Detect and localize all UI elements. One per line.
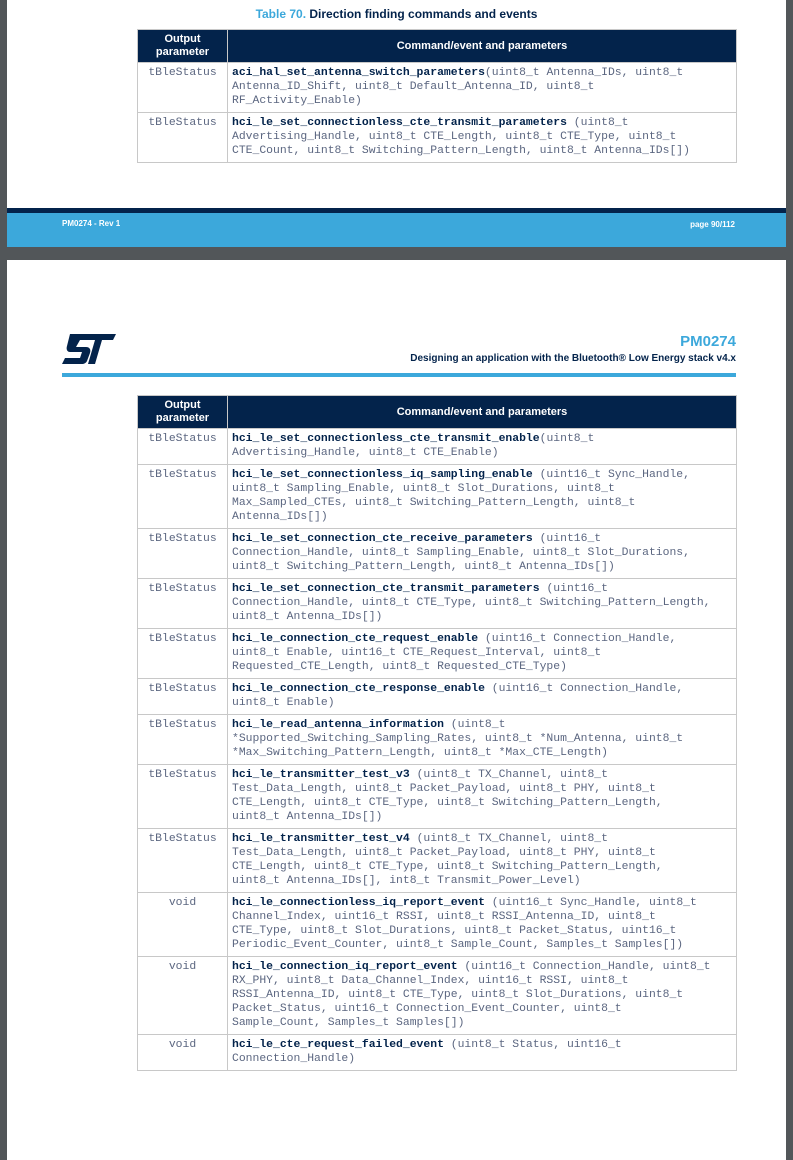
command-parameters: Periodic_Event_Counter, uint8_t Sample_Count, Samples_t Samples[])	[232, 939, 684, 951]
command-name: hci_le_set_connectionless_cte_transmit_parameters	[232, 117, 567, 129]
command-parameters: (uint8_t Status, uint16_t	[443, 1039, 622, 1051]
command-name: hci_le_set_connectionless_iq_sampling_enable	[232, 469, 533, 481]
command-parameters: (uint16_t	[539, 583, 608, 595]
command-parameters: (uint16_t Sync_Handle, uint8_t	[484, 897, 697, 909]
output-parameter: tBleStatus	[138, 465, 228, 529]
table-row	[138, 629, 737, 679]
command-parameters: (uint16_t Sync_Handle,	[532, 469, 690, 481]
command-parameters: Antenna_ID_Shift, uint8_t Default_Antenna_ID, uint8_t	[232, 81, 595, 93]
command-parameters: *Supported_Switching_Sampling_Rates, uint8_t *Num_Antenna, uint8_t	[232, 733, 684, 745]
command-cell	[228, 579, 737, 629]
table-row	[138, 829, 737, 893]
command-cell	[228, 957, 737, 1035]
page-footer	[7, 213, 786, 247]
command-parameters: Max_Sampled_CTEs, uint8_t Switching_Pattern_Length, uint8_t	[232, 497, 636, 509]
command-parameters: Requested_CTE_Length, uint8_t Requested_CTE_Type)	[232, 661, 567, 673]
command-parameters: Channel_Index, uint16_t RSSI, uint8_t RSSI_Antenna_ID, uint8_t	[232, 911, 656, 923]
header-command: Command/event and parameters	[228, 396, 737, 429]
header-rule	[62, 373, 736, 377]
command-parameters: uint8_t Sampling_Enable, uint8_t Slot_Durations, uint8_t	[232, 483, 615, 495]
command-parameters: Connection_Handle, uint8_t Sampling_Enable, uint8_t Slot_Durations,	[232, 547, 690, 559]
command-parameters: Antenna_IDs[])	[232, 511, 328, 523]
table-row	[138, 715, 737, 765]
command-cell	[228, 429, 737, 465]
table-caption: Table 70. Direction finding commands and events	[255, 7, 538, 21]
command-parameters: uint8_t Antenna_IDs[])	[232, 811, 383, 823]
output-parameter: tBleStatus	[138, 765, 228, 829]
header-command: Command/event and parameters	[228, 30, 737, 63]
command-parameters: uint8_t Enable, uint16_t CTE_Request_Interval, uint8_t	[232, 647, 602, 659]
command-name: hci_le_transmitter_test_v3	[232, 769, 410, 781]
command-parameters: (uint8_t TX_Channel, uint8_t	[409, 769, 608, 781]
table-row	[138, 529, 737, 579]
command-parameters: (uint8_t TX_Channel, uint8_t	[409, 833, 608, 845]
output-parameter: tBleStatus	[138, 715, 228, 765]
command-parameters: (uint16_t Connection_Handle, uint8_t	[457, 961, 711, 973]
output-parameter: void	[138, 893, 228, 957]
command-parameters: Sample_Count, Samples_t Samples[])	[232, 1017, 465, 1029]
command-parameters: Packet_Status, uint16_t Connection_Event_Counter, uint8_t	[232, 1003, 622, 1015]
command-parameters: *Max_Switching_Pattern_Length, uint8_t *Max_CTE_Length)	[232, 747, 608, 759]
table-row	[138, 579, 737, 629]
command-name: hci_le_read_antenna_information	[232, 719, 444, 731]
table-row	[138, 113, 737, 163]
pdf-page-91	[7, 260, 786, 1160]
commands-table-part2	[137, 395, 737, 1071]
pdf-page-90	[7, 0, 786, 247]
command-parameters: CTE_Type, uint8_t Slot_Durations, uint8_t Packet_Status, uint16_t	[232, 925, 677, 937]
table-row	[138, 1035, 737, 1071]
command-name: hci_le_set_connectionless_cte_transmit_enable	[232, 433, 540, 445]
command-name: hci_le_set_connection_cte_transmit_parameters	[232, 583, 540, 595]
command-parameters: (uint8_t	[566, 117, 629, 129]
command-name: hci_le_connection_cte_response_enable	[232, 683, 485, 695]
output-parameter: tBleStatus	[138, 63, 228, 113]
command-parameters: Advertising_Handle, uint8_t CTE_Length, uint8_t CTE_Type, uint8_t	[232, 131, 677, 143]
table-row	[138, 765, 737, 829]
table-row	[138, 63, 737, 113]
command-cell	[228, 529, 737, 579]
output-parameter: void	[138, 1035, 228, 1071]
document-id: PM0274	[680, 333, 736, 350]
command-parameters: CTE_Length, uint8_t CTE_Type, uint8_t Switching_Pattern_Length,	[232, 797, 663, 809]
header-output-parameter: Output parameter	[138, 30, 228, 63]
output-parameter: void	[138, 957, 228, 1035]
command-parameters: CTE_Length, uint8_t CTE_Type, uint8_t Switching_Pattern_Length,	[232, 861, 663, 873]
command-cell	[228, 113, 737, 163]
command-parameters: (uint16_t	[532, 533, 602, 545]
table-row	[138, 429, 737, 465]
command-parameters: Advertising_Handle, uint8_t CTE_Enable)	[232, 447, 499, 459]
command-parameters: uint8_t Antenna_IDs[], int8_t Transmit_Power_Level)	[232, 875, 581, 887]
command-parameters: Test_Data_Length, uint8_t Packet_Payload, uint8_t PHY, uint8_t	[232, 847, 656, 859]
command-parameters: RF_Activity_Enable)	[232, 95, 362, 107]
command-parameters: uint8_t Antenna_IDs[])	[232, 611, 383, 623]
header-output-parameter: Output parameter	[138, 396, 228, 429]
command-cell	[228, 679, 737, 715]
output-parameter: tBleStatus	[138, 529, 228, 579]
command-parameters: RX_PHY, uint8_t Data_Channel_Index, uint16_t RSSI, uint8_t	[232, 975, 629, 987]
footer-page-number: page 90/112	[690, 220, 735, 229]
command-name: hci_le_connectionless_iq_report_event	[232, 897, 485, 909]
command-parameters: (uint8_t Antenna_IDs, uint8_t	[484, 67, 684, 79]
command-name: hci_le_cte_request_failed_event	[232, 1039, 444, 1051]
command-name: aci_hal_set_antenna_switch_parameters	[232, 67, 485, 79]
commands-table-part1	[137, 29, 737, 163]
command-name: hci_le_transmitter_test_v4	[232, 833, 410, 845]
command-name: hci_le_set_connection_cte_receive_parameters	[232, 533, 533, 545]
output-parameter: tBleStatus	[138, 113, 228, 163]
command-name: hci_le_connection_iq_report_event	[232, 961, 458, 973]
document-subtitle: Designing an application with the Bluetooth® Low Energy stack v4.x	[410, 353, 736, 364]
table-row	[138, 679, 737, 715]
command-cell	[228, 63, 737, 113]
st-logo-icon	[62, 334, 116, 369]
command-cell	[228, 715, 737, 765]
command-cell	[228, 829, 737, 893]
command-parameters: RSSI_Antenna_ID, uint8_t CTE_Type, uint8_t Slot_Durations, uint8_t	[232, 989, 684, 1001]
output-parameter: tBleStatus	[138, 429, 228, 465]
table-row	[138, 957, 737, 1035]
command-cell	[228, 629, 737, 679]
command-parameters: Connection_Handle, uint8_t CTE_Type, uint8_t Switching_Pattern_Length,	[232, 597, 711, 609]
footer-doc-rev: PM0274 - Rev 1	[62, 219, 121, 228]
command-parameters: Test_Data_Length, uint8_t Packet_Payload, uint8_t PHY, uint8_t	[232, 783, 656, 795]
table-row	[138, 893, 737, 957]
table-row	[138, 465, 737, 529]
output-parameter: tBleStatus	[138, 829, 228, 893]
command-parameters: (uint16_t Connection_Handle,	[478, 633, 677, 645]
output-parameter: tBleStatus	[138, 629, 228, 679]
command-name: hci_le_connection_cte_request_enable	[232, 633, 479, 645]
command-parameters: (uint8_t	[443, 719, 506, 731]
command-parameters: (uint16_t Connection_Handle,	[484, 683, 684, 695]
command-parameters: Connection_Handle)	[232, 1053, 356, 1065]
output-parameter: tBleStatus	[138, 679, 228, 715]
output-parameter: tBleStatus	[138, 579, 228, 629]
command-cell	[228, 1035, 737, 1071]
command-parameters: CTE_Count, uint8_t Switching_Pattern_Length, uint8_t Antenna_IDs[])	[232, 145, 690, 157]
command-parameters: uint8_t Enable)	[232, 697, 335, 709]
command-cell	[228, 765, 737, 829]
command-cell	[228, 465, 737, 529]
command-parameters: (uint8_t	[539, 433, 595, 445]
command-parameters: uint8_t Switching_Pattern_Length, uint8_t Antenna_IDs[])	[232, 561, 615, 573]
command-cell	[228, 893, 737, 957]
